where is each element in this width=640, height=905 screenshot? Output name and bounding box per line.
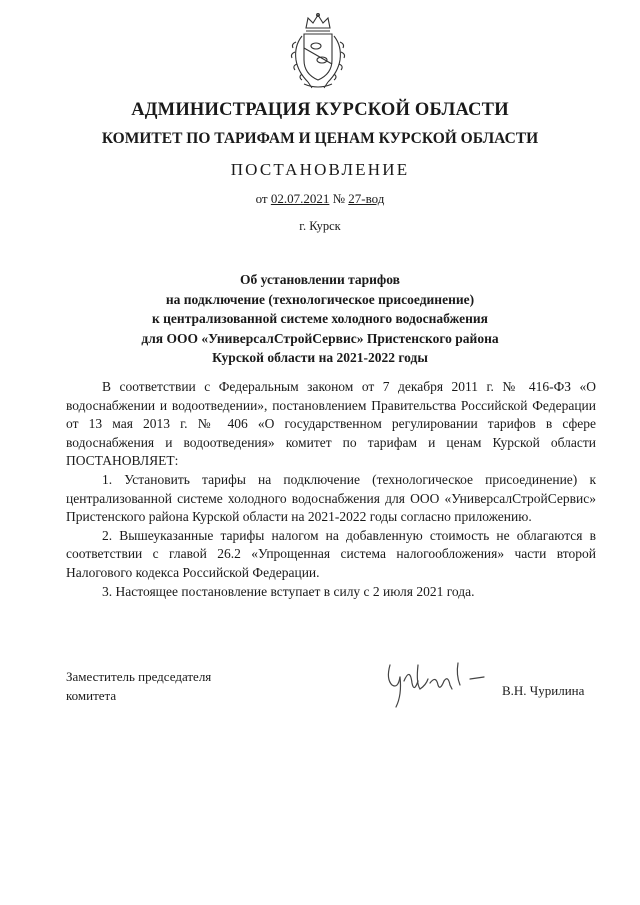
coat-of-arms-emblem [286, 12, 350, 92]
body-item-2: 2. Вышеуказанные тарифы налогом на добавленную стоимость не облагаются в соответствии с главой 26.2 «Упрощенная система налогообложения» части второй Налогового кодекса Российской Федерации. [66, 527, 596, 580]
subject-line: для ООО «УниверсалСтройСервис» Пристенского района [141, 330, 499, 346]
document-number: 27-вод [348, 191, 385, 206]
subject-line: Курской области на 2021-2022 годы [212, 350, 428, 365]
document-body [66, 378, 596, 601]
body-intro-paragraph: В соответствии с Федеральным законом от 7 декабря 2011 г. № 416-ФЗ «О водоснабжении и водоотведении», постановлением Правительства Российской Федерации от 13 мая 2013 г. № 406 «О государственном регулировании тарифов в сфере водоснабжения и водоотведения» комитет по тарифам и ценам Курской области ПОСТАНОВЛЯЕТ: [66, 379, 596, 469]
document-date: 02.07.2021 [270, 191, 330, 206]
handwritten-signature [382, 655, 494, 709]
signatory-name: В.Н. Чурилина [502, 683, 585, 698]
document-date-number [0, 191, 640, 207]
subject-line: Об установлении тарифов [240, 272, 400, 287]
date-prefix: от [255, 191, 268, 206]
body-item-1: 1. Установить тарифы на подключение (технологическое присоединение) к централизованной системе холодного водоснабжения для ООО «УниверсалСтройСервис» Пристенского района Курской области на 2021-2022 годы согласно приложению. [66, 471, 596, 525]
body-item-3: 3. Настоящее постановление вступает в силу с 2 июля 2021 года. [102, 583, 475, 599]
signatory-title [66, 667, 211, 705]
document-type: ПОСТАНОВЛЕНИЕ [230, 160, 410, 179]
document-city: г. Курск [299, 219, 341, 233]
signatory-title-line: Заместитель председателя [66, 669, 212, 684]
subject-line: к централизованной системе холодного водоснабжения [152, 311, 488, 326]
subject-line: на подключение (технологическое присоединение) [165, 291, 475, 307]
number-prefix: № [332, 191, 346, 206]
organization-name: АДМИНИСТРАЦИЯ КУРСКОЙ ОБЛАСТИ [131, 100, 509, 120]
document-subject [0, 270, 640, 368]
signatory-title-line: комитета [66, 688, 117, 703]
committee-name: КОМИТЕТ ПО ТАРИФАМ И ЦЕНАМ КУРСКОЙ ОБЛАСТИ [101, 130, 539, 147]
